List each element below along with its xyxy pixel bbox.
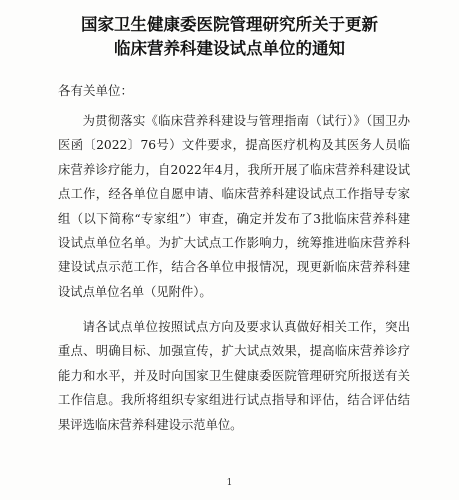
document-title-line-2: 临床营养科建设试点单位的通知 xyxy=(114,39,345,58)
body-paragraph-2: 请各试点单位按照试点方向及要求认真做好相关工作，突出重点、明确目标、加强宣传，扩大试点效果，提高临床营养诊疗能力和水平，并及时向国家卫生健康委医院管理研究所报送有关工作信息。我所将组织专家组进行试点指导和评估，结合评估结果评选临床营养科建设示范单位。 xyxy=(58,320,410,432)
salutation: 各有关单位： xyxy=(58,83,134,98)
document-title-line-1: 国家卫生健康委医院管理研究所关于更新 xyxy=(81,15,378,34)
body-paragraph-1: 为贯彻落实《临床营养科建设与管理指南（试行）》（国卫办医函〔2022〕76号）文件要求，提高医疗机构及其医务人员临床营养诊疗能力，自2022年4月，我所开展了临床营养科建设试点工作，经各单位自愿申请、临床营养科建设试点工作指导专家组（以下简称“专家组”）审查，确定并发布了3批临床营养科建设试点单位名单。为扩大试点工作影响力，统筹推进临床营养科建设试点示范工作，结合各单位申报情况，现更新临床营养科建设试点单位名单（见附件）。 xyxy=(58,114,410,299)
page-number: 1 xyxy=(226,478,233,488)
